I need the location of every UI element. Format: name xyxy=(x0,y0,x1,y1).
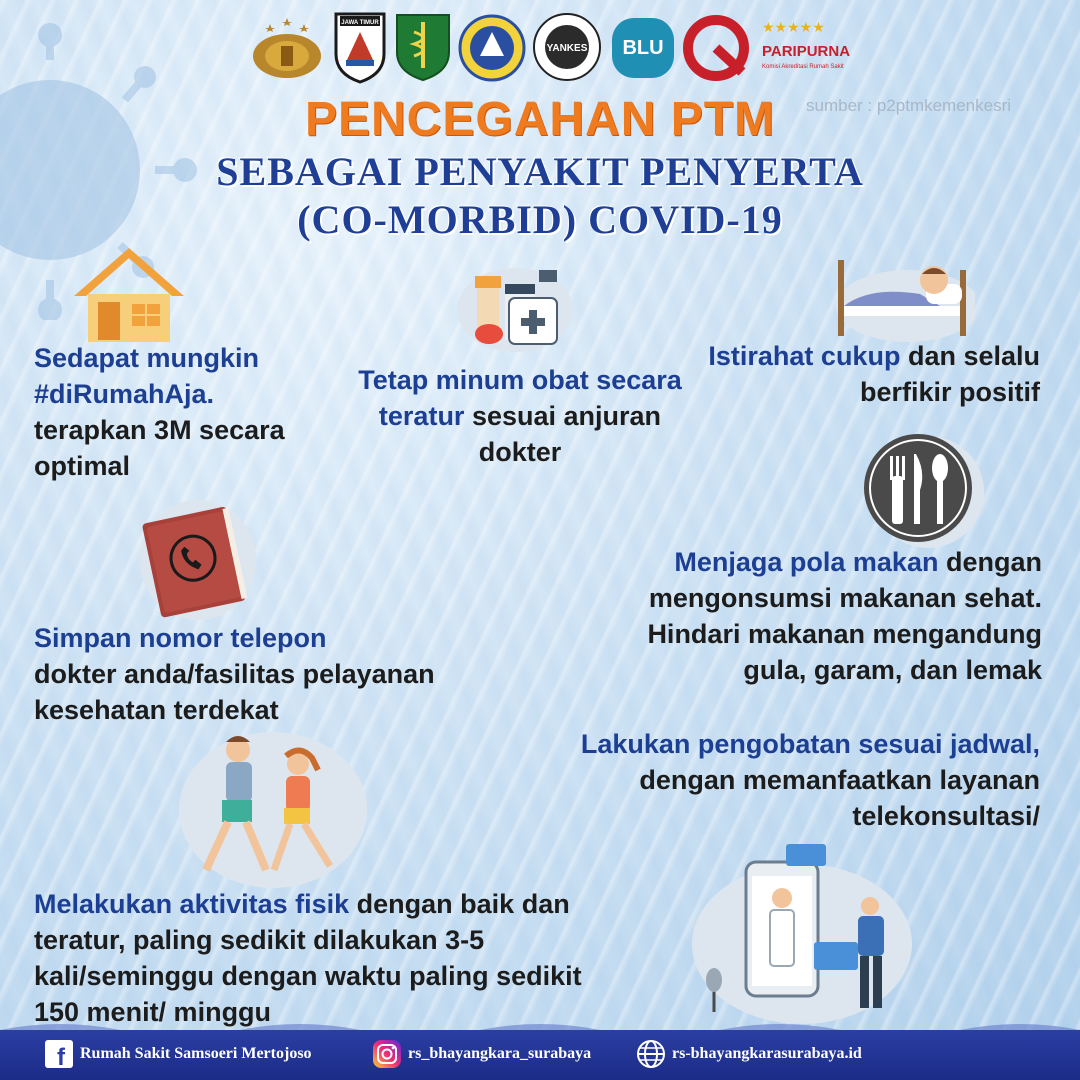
tip-phone-text xyxy=(34,620,504,728)
tip-phone-rest: dokter anda/fasilitas pelayanan kesehatan terdekat xyxy=(34,659,435,725)
svg-text:BLU: BLU xyxy=(622,37,664,59)
page-title: PENCEGAHAN PTM xyxy=(304,93,776,146)
blu-badge-icon xyxy=(610,16,676,80)
instagram-icon xyxy=(372,1039,402,1069)
tip-exercise-highlight: Melakukan aktivitas fisik xyxy=(34,889,350,919)
page-subtitle-line1: SEBAGAI PENYAKIT PENYERTA xyxy=(216,149,864,194)
tip-home-text xyxy=(34,340,334,484)
tip-home-highlight: Sedapat mungkin #diRumahAja. xyxy=(34,343,260,409)
footer-instagram[interactable] xyxy=(372,1036,591,1072)
svg-text:Komisi Akreditasi Rumah Sakit: Komisi Akreditasi Rumah Sakit xyxy=(762,64,844,70)
tip-diet-highlight: Menjaga pola makan xyxy=(674,547,939,577)
page-subtitle-line2: (CO-MORBID) COVID-19 xyxy=(297,197,783,242)
footer-facebook[interactable] xyxy=(44,1036,312,1072)
tip-medicine-rest: sesuai anjuran dokter xyxy=(471,401,662,467)
tip-phone-highlight: Simpan nomor telepon xyxy=(34,623,327,653)
tip-diet-rest: dengan mengonsumsi makanan sehat. Hindari makanan mengandung gula, garam, dan lemak xyxy=(647,547,1042,685)
tip-diet-text xyxy=(580,544,1042,688)
sleeping-bed-icon xyxy=(830,250,975,342)
tip-medicine-highlight: Tetap minum obat secara teratur xyxy=(358,365,682,431)
footer-facebook-label: Rumah Sakit Samsoeri Mertojoso xyxy=(80,1045,312,1062)
footer-website[interactable] xyxy=(636,1036,862,1072)
medicine-icon xyxy=(455,262,575,352)
svg-text:JAWA TIMUR: JAWA TIMUR xyxy=(341,20,379,26)
kedokteran-shield-icon xyxy=(394,12,452,82)
tip-exercise-rest: dengan baik dan teratur, paling sedikit dilakukan 3-5 kali/seminggu dengan waktu paling sedikit 150 menit/ minggu xyxy=(34,889,582,1027)
footer-website-label: rs-bhayangkarasurabaya.id xyxy=(672,1045,862,1062)
tip-home-rest: terapkan 3M secara optimal xyxy=(34,415,285,481)
teleconsultation-icon xyxy=(690,836,915,1026)
tip-treatment-text xyxy=(580,726,1040,834)
svg-text:★★★★★: ★★★★★ xyxy=(762,20,825,36)
logo-row xyxy=(248,10,858,84)
house-icon xyxy=(70,244,188,344)
paripurna-badge-icon xyxy=(682,12,858,82)
source-credit: sumber : p2ptmkemenkesri xyxy=(806,96,1012,115)
runners-icon xyxy=(178,720,368,888)
yankes-seal-icon xyxy=(532,12,602,82)
svg-text:f: f xyxy=(57,1044,65,1069)
facebook-icon xyxy=(44,1039,74,1069)
svg-text:YANKES: YANKES xyxy=(546,43,588,54)
phone-book-icon xyxy=(132,496,256,622)
tip-treatment-highlight: Lakukan pengobatan sesuai jadwal, xyxy=(580,729,1040,759)
tip-rest-highlight: Istirahat cukup xyxy=(708,341,901,371)
plate-cutlery-icon xyxy=(858,432,988,548)
jawa-timur-shield-icon xyxy=(332,10,388,84)
svg-text:PARIPURNA: PARIPURNA xyxy=(762,43,851,60)
globe-icon xyxy=(636,1039,666,1069)
tip-rest-rest: dan selalu berfikir positif xyxy=(859,341,1040,407)
polri-emblem-icon xyxy=(248,16,326,80)
footer-instagram-label: rs_bhayangkara_surabaya xyxy=(408,1045,592,1062)
tip-rest-text xyxy=(700,338,1040,410)
tip-exercise-text xyxy=(34,886,594,1030)
tip-medicine-text xyxy=(340,362,700,470)
rs-bhayangkara-seal-icon xyxy=(458,14,526,82)
tip-treatment-rest: dengan memanfaatkan layanan telekonsultasi/ xyxy=(639,765,1040,831)
